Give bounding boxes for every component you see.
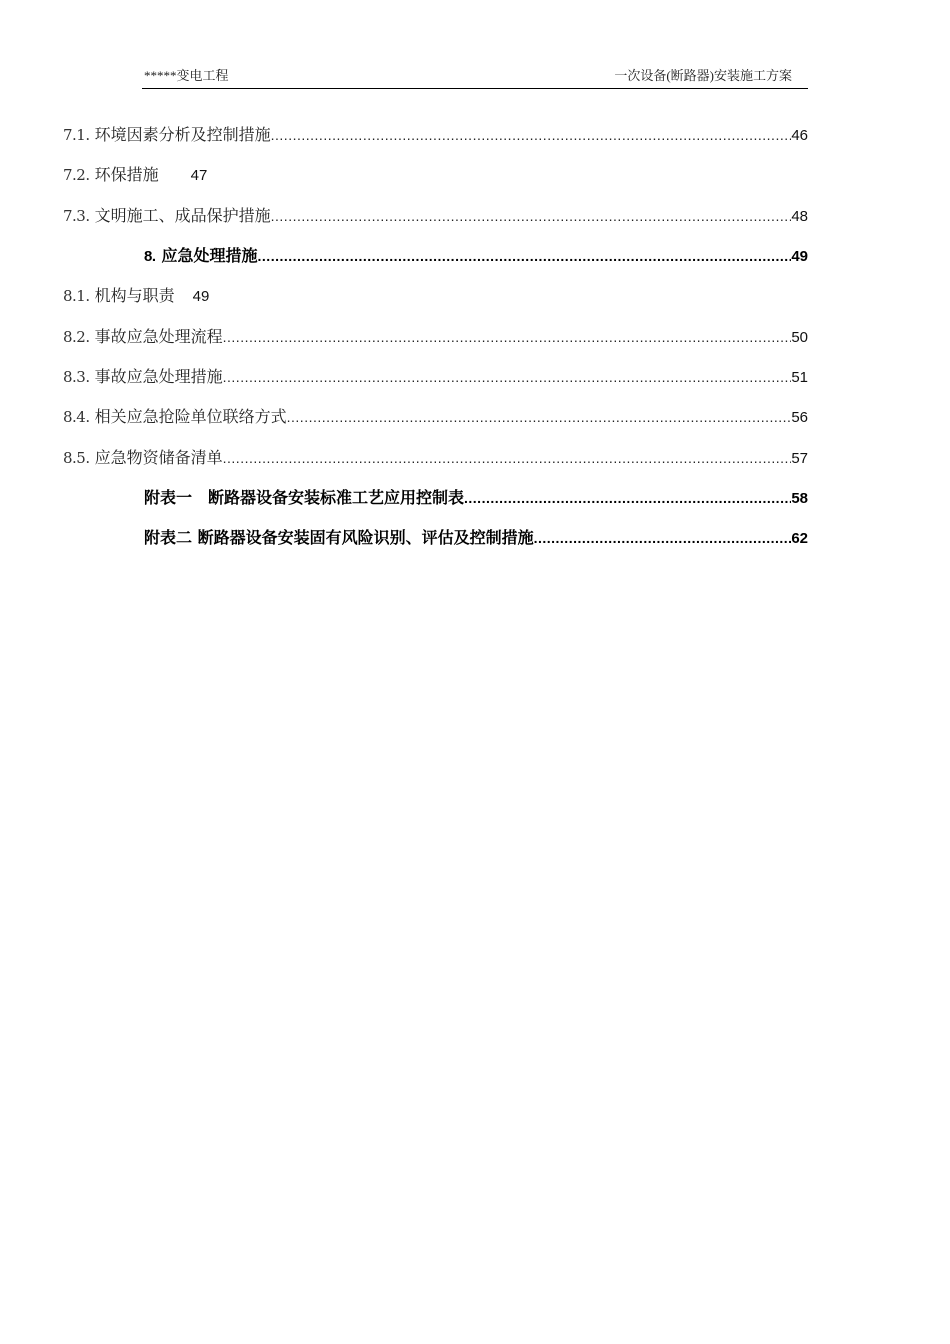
toc-entry-page: 46 [791, 127, 808, 144]
toc-entry-page: 49 [791, 248, 808, 265]
toc-entry-number: 8.2. [63, 328, 90, 346]
toc-entry-page: 47 [190, 167, 208, 184]
toc-entry-title: 相关应急抢险单位联络方式 [94, 407, 287, 426]
toc-entry-title: 附表一 断路器设备安装标准工艺应用控制表 [144, 488, 465, 507]
toc-entry-page: 58 [791, 490, 808, 507]
toc-entry-page: 48 [791, 208, 808, 225]
toc-entry-8-2[interactable] [63, 325, 808, 349]
toc-entry-appendix-2[interactable] [144, 526, 808, 550]
toc-entry-title: 机构与职责 [94, 286, 175, 305]
toc-entry-number: 8.3. [63, 368, 90, 386]
toc-entry-page: 51 [791, 369, 808, 386]
toc-dot-leader [271, 204, 792, 228]
toc-entry-7-1[interactable] [63, 123, 808, 147]
toc-entry-title: 文明施工、成品保护措施 [94, 206, 271, 225]
toc-dot-leader [258, 244, 792, 268]
toc-entry-page: 57 [791, 450, 808, 467]
toc-dot-leader [534, 526, 792, 550]
toc-entry-number: 7.3. [63, 207, 90, 225]
toc-entry-page: 50 [791, 329, 808, 346]
toc-entry-8-5[interactable] [63, 446, 808, 470]
toc-entry-title: 应急物资储备清单 [94, 448, 223, 467]
toc-entry-8-1[interactable] [63, 284, 209, 308]
toc-entry-title: 应急处理措施 [161, 246, 258, 265]
header-project-name: *****变电工程 [144, 68, 229, 83]
toc-dot-leader [464, 486, 791, 510]
toc-dot-leader [223, 446, 792, 470]
toc-dot-leader [271, 123, 792, 147]
toc-entry-title: 附表二 断路器设备安装固有风险识别、评估及控制措施 [144, 528, 534, 547]
toc-entry-title: 环境因素分析及控制措施 [94, 125, 271, 144]
toc-entry-appendix-1[interactable] [144, 486, 808, 510]
page-header [142, 66, 808, 89]
toc-entry-8-3[interactable] [63, 365, 808, 389]
toc-entry-number: 8.1. [63, 287, 90, 305]
toc-entry-8-4[interactable] [63, 405, 808, 429]
toc-entry-8[interactable] [144, 244, 808, 268]
toc-entry-number: 8. [144, 248, 156, 265]
toc-entry-title: 事故应急处理流程 [94, 327, 223, 346]
toc-entry-7-2[interactable] [63, 163, 207, 187]
toc-entry-title: 环保措施 [94, 165, 159, 184]
toc-entry-title: 事故应急处理措施 [94, 367, 223, 386]
toc-entry-number: 7.2. [63, 166, 90, 184]
header-document-title: 一次设备(断路器)安装施工方案 [614, 68, 792, 83]
toc-entry-number: 8.4. [63, 408, 90, 426]
toc-entry-number: 7.1. [63, 126, 90, 144]
toc-dot-leader [223, 365, 792, 389]
toc-entry-page: 56 [791, 409, 808, 426]
toc-entry-number: 8.5. [63, 449, 90, 467]
toc-dot-leader [287, 405, 792, 429]
toc-entry-page: 49 [192, 288, 210, 305]
toc-entry-page: 62 [791, 530, 808, 547]
toc-dot-leader [223, 325, 792, 349]
toc-entry-7-3[interactable] [63, 204, 808, 228]
